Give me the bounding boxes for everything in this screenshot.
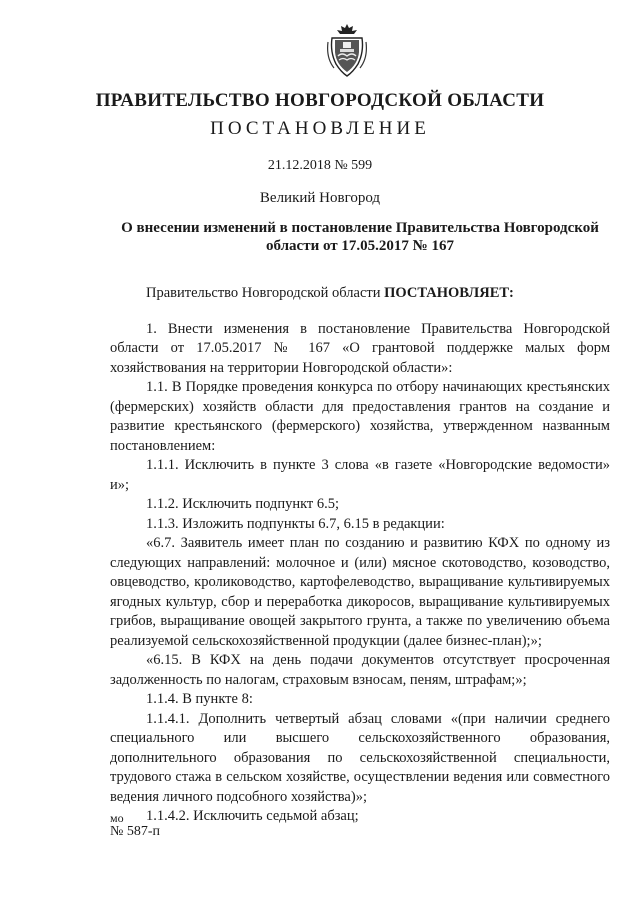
document-title: О внесении изменений в постановление Правительства Новгородской области от 17.05.2017 № 167: [121, 220, 599, 254]
footer-number: № 587-п: [110, 824, 161, 839]
document-body: [110, 284, 610, 827]
paragraph: 1.1. В Порядке проведения конкурса по отбору начинающих крестьянских (фермерских) хозяйств области для предоставления грантов на создание и развитие крестьянского (фермерского) хозяйства, утвержденном названным постановлением:: [110, 379, 610, 454]
paragraph: 1.1.4.1. Дополнить четвертый абзац словами «(при наличии среднего специального или высшего сельскохозяйственного образования, дополнительного образования по сельскохозяйственной специальности, трудового стажа в сельском хозяйстве, осуществлении ведения или совместного ведения личного подсобного хозяйства)»;: [110, 710, 610, 805]
paragraph: «6.15. В КФХ на день подачи документов отсутствует просроченная задолженность по налогам, страховым взносам, пеням, штрафам;»;: [110, 652, 610, 688]
paragraph: 1.1.3. Изложить подпункты 6.7, 6.15 в редакции:: [146, 515, 445, 532]
date-number: 21.12.2018 № 599: [267, 158, 373, 173]
city: Великий Новгород: [259, 190, 381, 206]
intro-paragraph: [110, 284, 610, 304]
intro-text: Правительство Новгородской области: [146, 285, 385, 301]
paragraph: 1.1.4. В пункте 8:: [146, 691, 253, 707]
footer-mo: мо: [110, 811, 124, 825]
footer-reference: [110, 812, 160, 838]
coat-of-arms-emblem: [326, 22, 368, 78]
paragraph: 1.1.2. Исключить подпункт 6.5;: [146, 496, 340, 512]
document-type: ПОСТАНОВЛЕНИЕ: [210, 118, 430, 139]
paragraph: «6.7. Заявитель имеет план по созданию и развитию КФХ по одному из следующих направлений: молочное и (или) мясное скотоводство, козоводство, овцеводство, кролиководство, картофелеводство, выращивание культивируемых ягодных культур, сбор и переработка дикоросов, выращивание культивируемых грибов, выращивание овощей закрытого грунта, а также по увеличению объема реализуемой сельскохозяйственной продукции (далее бизнес-план);»;: [110, 535, 610, 649]
intro-resolves: ПОСТАНОВЛЯЕТ:: [384, 285, 514, 301]
paragraph: 1.1.4.2. Исключить седьмой абзац;: [146, 808, 359, 824]
paragraph: 1. Внести изменения в постановление Правительства Новгородской области от 17.05.2017 № 167 «О грантовой поддержке малых форм хозяйствования на территории Новгородской области»:: [110, 320, 610, 376]
paragraph: 1.1.1. Исключить в пункте 3 слова «в газете «Новгородские ведомости» и»;: [110, 457, 610, 493]
government-name: ПРАВИТЕЛЬСТВО НОВГОРОДСКОЙ ОБЛАСТИ: [95, 90, 545, 111]
